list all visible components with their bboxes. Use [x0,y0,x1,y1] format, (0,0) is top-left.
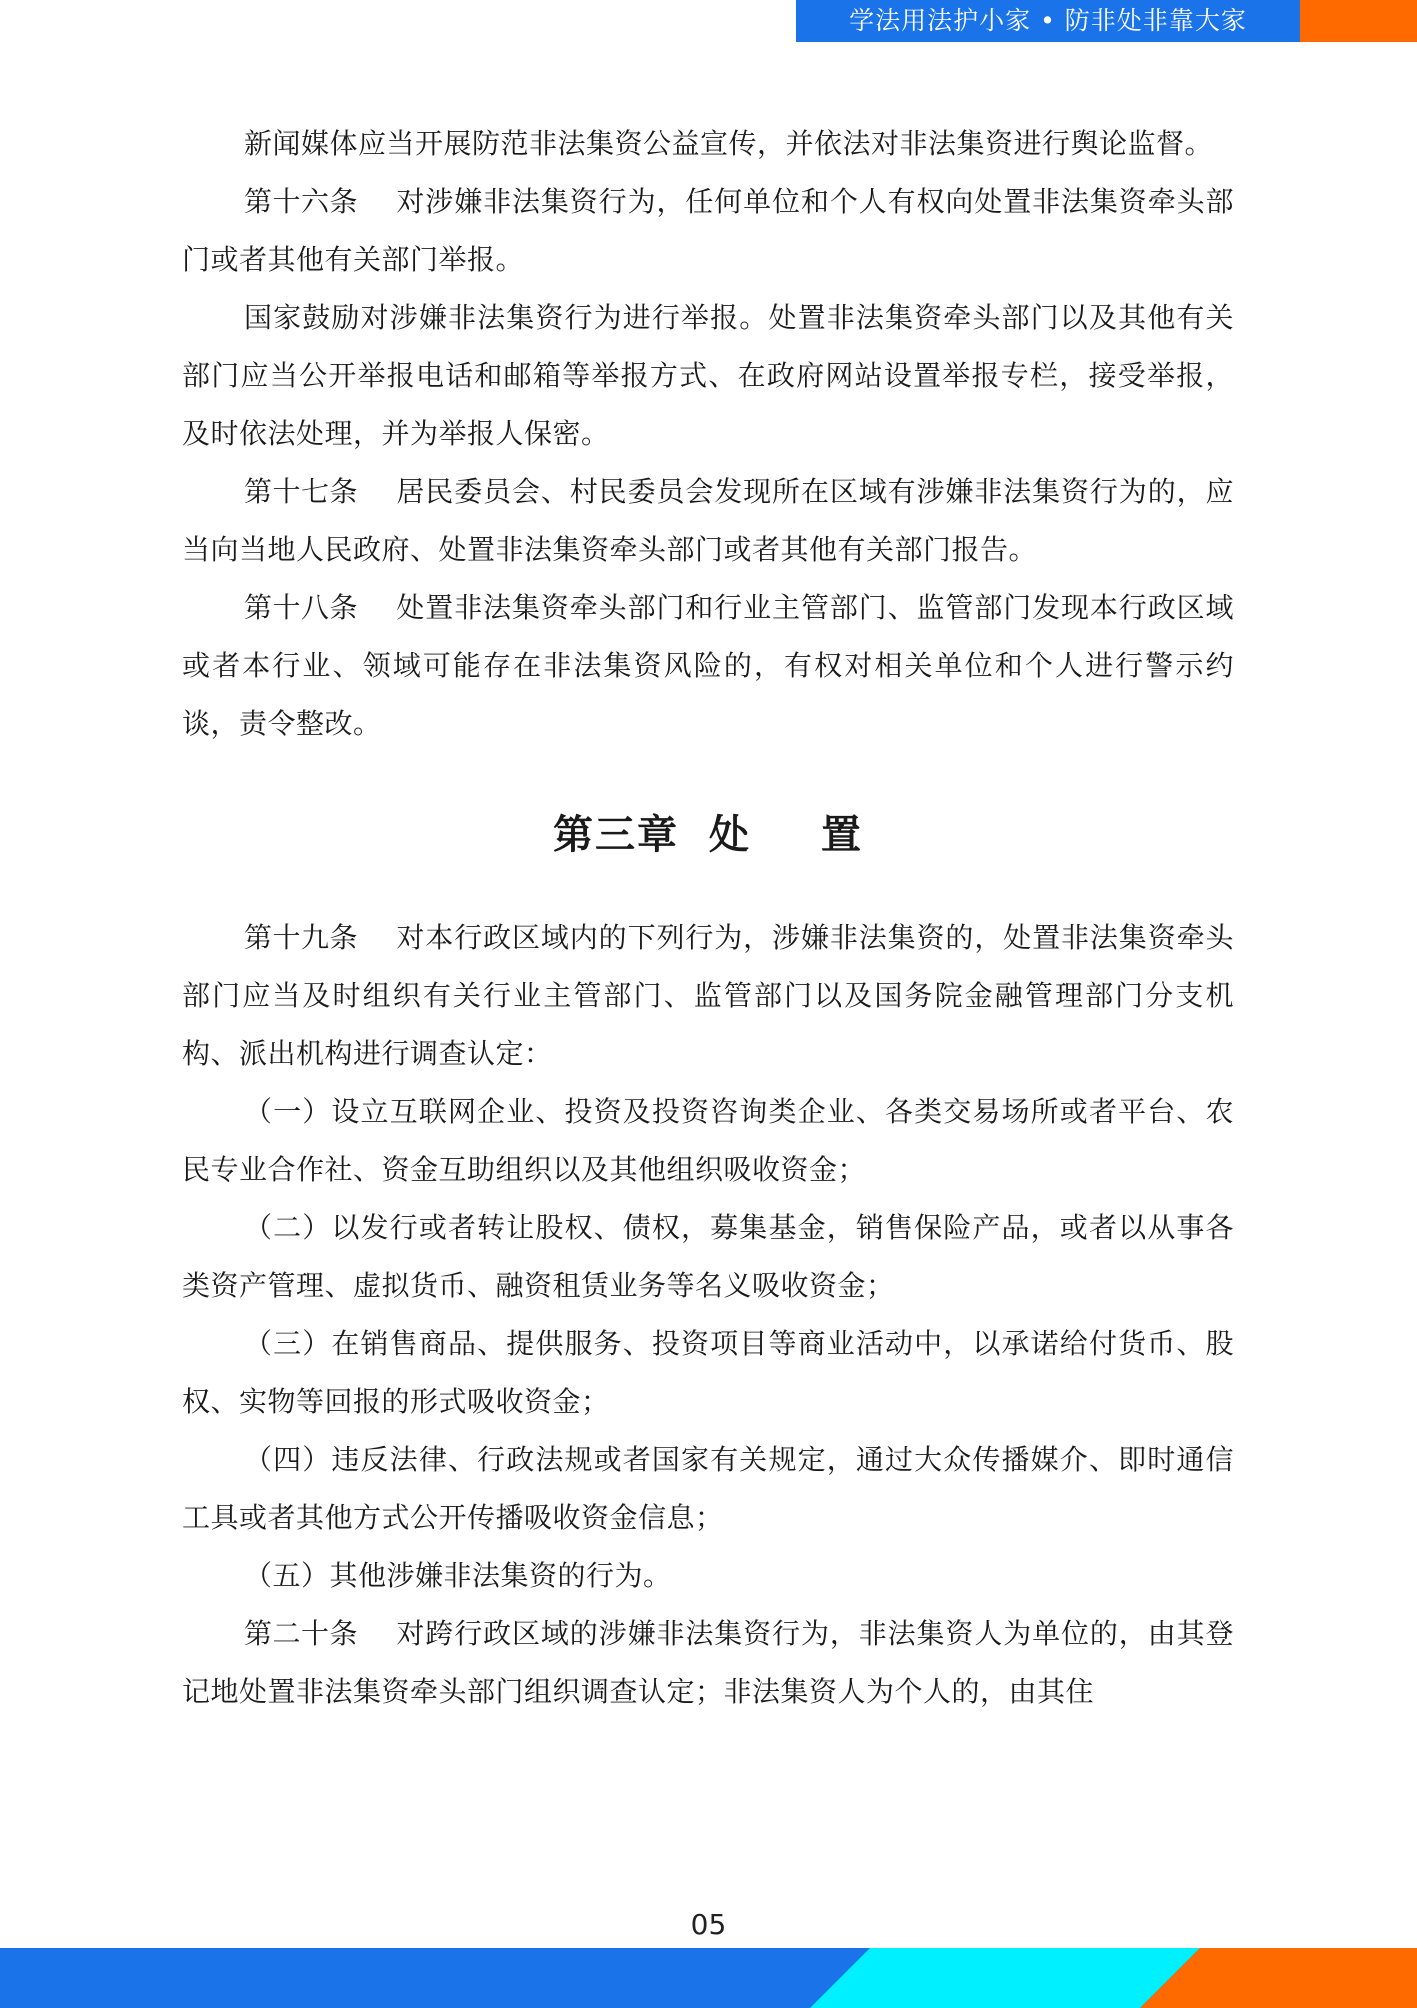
chapter-word-2: 置 [821,811,863,858]
paragraph-text: （五）其他涉嫌非法集资的行为。 [244,1559,672,1592]
list-item [182,1315,1234,1431]
paragraph-text: 对本行政区域内的下列行为，涉嫌非法集资的，处置非法集资牵头部门应当及时组织有关行业主管部门、监管部门以及国务院金融管理部门分支机构、派出机构进行调查认定： [182,921,1234,1070]
paragraph-text: （四）违反法律、行政法规或者国家有关规定，通过大众传播媒介、即时通信工具或者其他方式公开传播吸收资金信息； [182,1443,1234,1534]
list-item [182,1083,1234,1199]
header-accent-block [1300,0,1417,42]
article-paragraph [182,909,1234,1083]
paragraphs-bottom [182,909,1234,1721]
footer-cyan-stripe [810,1948,1200,2008]
list-item [182,1547,1234,1605]
paragraph [182,115,1234,173]
article-number: 第十九条 [244,921,359,954]
paragraph-text: 处置非法集资牵头部门和行业主管部门、监管部门发现本行政区域或者本行业、领域可能存在非法集资风险的，有权对相关单位和个人进行警示约谈，责令整改。 [182,591,1234,740]
article-number: 第十七条 [244,475,359,508]
paragraph-text: （三）在销售商品、提供服务、投资项目等商业活动中，以承诺给付货币、股权、实物等回报的形式吸收资金； [182,1327,1234,1418]
footer-decorative-bar [0,1948,1417,2008]
header-title: 学法用法护小家 • 防非处非靠大家 [796,0,1300,42]
paragraph-text: （一）设立互联网企业、投资及投资咨询类企业、各类交易场所或者平台、农民专业合作社、资金互助组织以及其他组织吸收资金； [182,1095,1234,1186]
list-item [182,1431,1234,1547]
article-paragraph [182,173,1234,289]
chapter-word-1: 处 [709,811,751,858]
document-body [182,115,1234,1721]
article-paragraph [182,1605,1234,1721]
chapter-number: 第三章 [553,811,679,858]
paragraph-text: 对跨行政区域的涉嫌非法集资行为，非法集资人为单位的，由其登记地处置非法集资牵头部门组织调查认定；非法集资人为个人的，由其住 [182,1617,1234,1708]
paragraphs-top [182,115,1234,753]
page-number: 05 [690,1908,727,1941]
paragraph [182,289,1234,463]
paragraph-text: （二）以发行或者转让股权、债权，募集基金，销售保险产品，或者以从事各类资产管理、虚拟货币、融资租赁业务等名义吸收资金； [182,1211,1234,1302]
paragraph-text: 新闻媒体应当开展防范非法集资公益宣传，并依法对非法集资进行舆论监督。 [244,127,1214,160]
chapter-heading [182,805,1234,865]
article-paragraph [182,463,1234,579]
paragraph-text: 国家鼓励对涉嫌非法集资行为进行举报。处置非法集资牵头部门以及其他有关部门应当公开举报电话和邮箱等举报方式、在政府网站设置举报专栏，接受举报，及时依法处理，并为举报人保密。 [182,301,1234,450]
article-number: 第十八条 [244,591,359,624]
paragraph-text: 居民委员会、村民委员会发现所在区域有涉嫌非法集资行为的，应当向当地人民政府、处置非法集资牵头部门或者其他有关部门报告。 [182,475,1234,566]
article-number: 第十六条 [244,185,359,218]
list-item [182,1199,1234,1315]
article-paragraph [182,579,1234,753]
paragraph-text: 对涉嫌非法集资行为，任何单位和个人有权向处置非法集资牵头部门或者其他有关部门举报。 [182,185,1234,276]
article-number: 第二十条 [244,1617,359,1650]
